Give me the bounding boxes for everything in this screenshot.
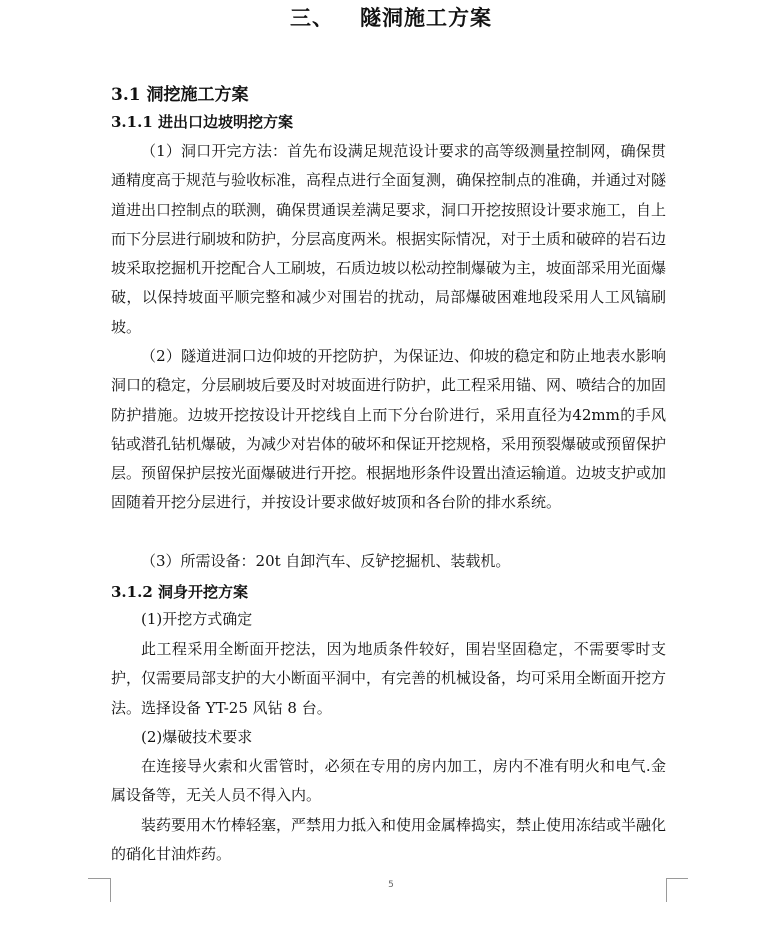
paragraph-2: （2）隧道进洞口边仰坡的开挖防护，为保证边、仰坡的稳定和防止地表水影响洞口的稳定，分层刷坡后要及时对坡面进行防护，此工程采用锚、网、喷结合的加固防护措施。边坡开挖按设计开挖线自上而下分台阶进行，采用直径为42mm的手风钻或潜孔钻机爆破，为减少对岩体的破坏和保证开挖规格，采用预裂爆破或预留保护层。预留保护层按光面爆破进行开挖。根据地形条件设置出渣运输道。边坡支护或加固随着开挖分层进行，并按设计要求做好坡顶和各台阶的排水系统。 [111,347,667,512]
chapter-title [0,2,782,32]
page-number: 5 [388,880,394,890]
subheading-1: (1)开挖方式确定 [141,610,253,628]
paragraph-3: （3）所需设备：20t 自卸汽车、反铲挖掘机、装载机。 [141,552,511,570]
section-heading-3-1-1: 3.1.1 进出口边坡明挖方案 [111,113,293,131]
section-heading-3-1-2: 3.1.2 洞身开挖方案 [111,583,248,601]
subheading-2: (2)爆破技术要求 [141,728,253,746]
chapter-title-text: 隧洞施工方案 [360,6,492,30]
section-heading-3-1: 3.1 洞挖施工方案 [111,85,249,105]
paragraph-1: （1）洞口开完方法：首先布设满足规范设计要求的高等级测量控制网，确保贯通精度高于规范与验收标准，高程点进行全面复测，确保控制点的准确，并通过对隧道进出口控制点的联测，确保贯通误差满足要求，洞口开挖按照设计要求施工，自上而下分层进行刷坡和防护，分层高度两米。根据实际情况，对于土质和破碎的岩石边坡采取挖掘机开挖配合人工刷坡，石质边坡以松动控制爆破为主，坡面部采用光面爆破，以保持坡面平顺完整和减少对围岩的扰动，局部爆破困难地段采用人工风镐刷坡。 [111,142,667,336]
chapter-number: 三、 [290,6,334,30]
paragraph-6: 装药要用木竹棒轻塞，严禁用力抵入和使用金属棒捣实，禁止使用冻结或半融化的硝化甘油炸药。 [111,816,667,864]
paragraph-4: 此工程采用全断面开挖法，因为地质条件较好，围岩坚固稳定，不需要零时支护，仅需要局部支护的大小断面平洞中，有完善的机械设备，均可采用全断面开挖方法。选择设备 YT-25 风钻 8 台。 [111,640,667,717]
paragraph-5: 在连接导火索和火雷管时，必须在专用的房内加工，房内不准有明火和电气.金属设备等，无关人员不得入内。 [111,757,666,805]
